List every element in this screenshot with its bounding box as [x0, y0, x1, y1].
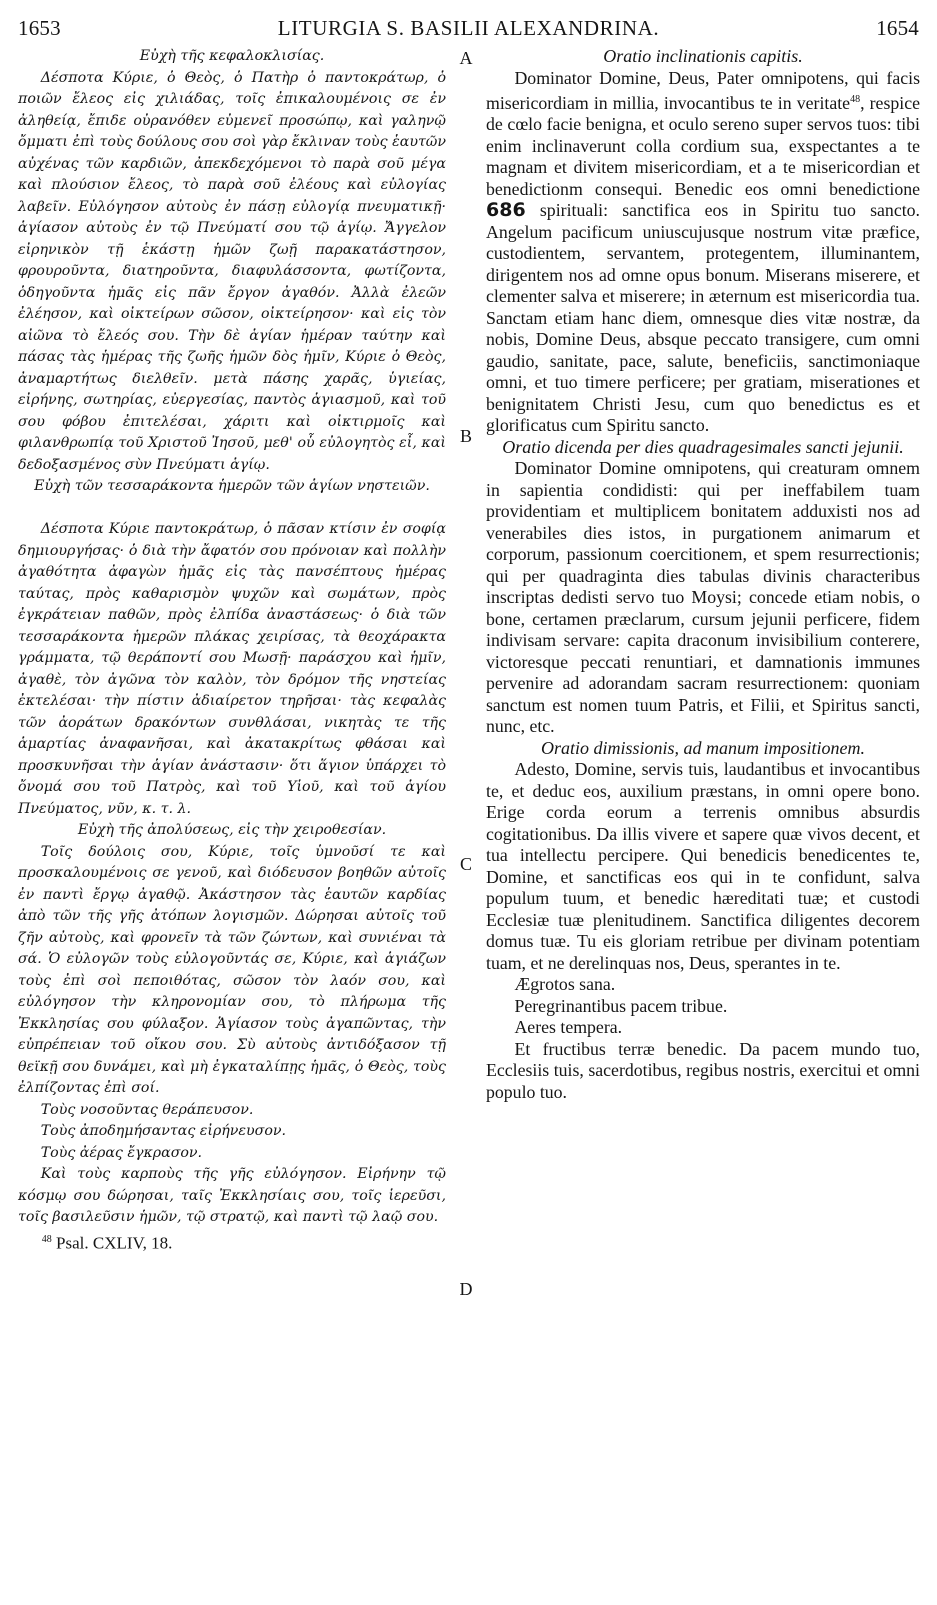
latin-paragraph-3: Adesto, Domine, servis tuis, laudantibus et invocantibus te, et deduc eos, auxilium præstans, in omni opere bono. Erige corda eorum a terrenis omnibus absurdis cogitationibus. Da illis vivere et sapere quæ vivos decent, et tua intellectu percipere. Qui benedicis benedicentes te, Domine, et sanctificas eos qui in te confidunt, salva populum tuum, et benedic hæreditati tuæ; et custodi Ecclesiæ tuæ plenitudinem. Sanctifica diligentes decorem domus tuæ. Tu eis gloriam retribue per divinam potentiam tuam, et ne derelinquas nos, Deus, sperantes in te.	[486, 759, 920, 973]
latin-heading-3: Oratio dimissionis, ad manum impositionem.	[540, 737, 866, 758]
page-number-left: 1653	[18, 16, 61, 40]
latin-paragraph-1-part-c: spirituali: sanctifica eos in Spiritu tuo sancto. Angelum pacificum uniuscujusque nostrum vitæ præfice, custodientem, servantem, protegentem, illuminantem, dirigentem nos ad omne opus bonum. Miserans miserere, et clementer salva et miserere; in æternum est misericordia tua. Sanctam etiam hanc diem, omnesque dies vitæ nostræ, da nobis, Domine Deus, absque peccato transigere, cum omni gaudio, sanitate, pace, salute, beneficiis, sanctimoniaque omni, et tuo timere perficere; per gratiam, miserationes et benignitatem Christi Jesu, cum quo benedictus es et glorificatus cum Spiritu sancto.	[486, 200, 920, 436]
margin-letter-c: C	[459, 854, 472, 874]
latin-line-2: Peregrinantibus pacem tribue.	[514, 995, 728, 1016]
margin-letter-b: B	[459, 426, 472, 446]
greek-column	[18, 46, 446, 1254]
margin-letter-d: D	[459, 1279, 473, 1299]
greek-heading-2: Εὐχὴ τῶν τεσσαράκοντα ἡμερῶν τῶν ἁγίων νηστειῶν.	[34, 478, 430, 494]
greek-line-2: Τοὺς ἀποδημήσαντας εἰρήνευσον.	[40, 1123, 287, 1139]
margin-letter-a: A	[459, 48, 473, 68]
latin-paragraph-1-part-a: Dominator Domine, Deus, Pater omnipotens, qui facis misericordiam in millia, invocantibus te in veritate	[486, 67, 920, 113]
footnote-reference: 48	[850, 94, 861, 105]
greek-line-1: Τοὺς νοσοῦντας θεράπευσον.	[40, 1101, 254, 1118]
column-number: 686	[486, 199, 526, 222]
latin-line-1: Ægrotos sana.	[514, 974, 616, 995]
latin-line-3: Aeres tempera.	[514, 1017, 623, 1038]
latin-heading-2: Oratio dicenda per dies quadragesimales sancti jejunii.	[502, 436, 904, 457]
greek-heading-3: Εὐχὴ τῆς ἀπολύσεως, εἰς τὴν χειροθεσίαν.	[77, 822, 387, 838]
greek-paragraph-2: Δέσποτα Κύριε παντοκράτωρ, ὁ πᾶσαν κτίσιν ἐν σοφίᾳ δημιουργήσας· ὁ διὰ τὴν ἄφατόν σου πρόνοιαν καὶ πολλὴν ἀγαθότητα ἀφαγὼν ἡμᾶς εἰς τὰς πανσέπτους ἡμέρας ταύτας, πρὸς καθαρισμὸν ψυχῶν καὶ σωμάτων, πρὸς ἐγκράτειαν παθῶν, πρὸς ἐλπίδα ἀναστάσεως· ὁ διὰ τῶν τεσσαράκοντα ἡμερῶν πλάκας χειρίσας, τὰ θεοχάρακτα γράμματα, τῷ θεράποντί σου Μωσῇ· παράσχου καὶ ἡμῖν, ἀγαθὲ, τὸν ἀγῶνα τὸν καλὸν, τὸν δρόμον τῆς νηστείας ἐκτελέσαι· τὴν πίστιν ἀδιαίρετον τηρῆσαι· τὰς κεφαλὰς τῶν ἀοράτων δρακόντων συνθλάσαι, νικητὰς τε τῆς ἁμαρτίας ἀναφανῆσαι, καὶ ἀκατακρίτως φθάσαι καὶ προσκυνῆσαι τὴν ἁγίαν ἀνάστασιν· ὅτι ἅγιον ὑπάρχει τὸ ὄνομά σου τοῦ Πατρὸς, καὶ τοῦ Υἱοῦ, καὶ τοῦ ἁγίου Πνεύματος, νῦν, κ. τ. λ.	[18, 521, 446, 817]
latin-paragraph-1	[486, 68, 920, 437]
greek-paragraph-4: Καὶ τοὺς καρποὺς τῆς γῆς εὐλόγησον. Εἰρήνην τῷ κόσμῳ σου δώρησαι, ταῖς Ἐκκλησίαις σου, τοῖς ἱερεῦσι, τοῖς βασιλεῦσιν ἡμῶν, τῷ στρατῷ, καὶ παντὶ τῷ λαῷ σου.	[18, 1166, 446, 1225]
greek-paragraph-1: Δέσποτα Κύριε, ὁ Θεὸς, ὁ Πατὴρ ὁ παντοκράτωρ, ὁ ποιῶν ἔλεος εἰς χιλιάδας, τοῖς ἐπικαλουμένοις σε ἐν ἀληθείᾳ, ἔπιδε οὐρανόθεν εὐμενεῖ προσώπῳ, καὶ γαληνῷ ὄμματι ἐπὶ τοὺς δούλους σου σοὶ γὰρ ἔκλιναν τοὺς ἑαυτῶν αὐχένας τῶν καρδιῶν, ἀπεκδεχόμενοι τὸ παρὰ σοῦ μέγα καὶ πλούσιον ἔλεος, τὸ παρὰ σοῦ ἐλέους καὶ εὐλογίας λαβεῖν. Εὐλόγησον αὐτοὺς ἐν πάσῃ εὐλογίᾳ πνευματικῇ· ἁγίασον αὐτοὺς ἐν τῷ Πνεύματί σου τῷ ἁγίῳ. Ἄγγελον εἰρηνικὸν τῇ ἑκάστῃ ἡμῶν ζωῇ παρακατάστησον, φρουροῦντα, διατηροῦντα, διαφυλάσσοντα, φωτίζοντα, ὁδηγοῦντα ἡμᾶς εἰς πᾶν ἔργον ἀγαθόν. Ἀλλὰ ἐλεῶν ἐλέησον, καὶ οἰκτείρων σῶσον, οἰκτείρησον· καὶ εἰς τὸν αἰῶνα τὸ ἔλεός σου. Τὴν δὲ ἁγίαν ἡμέραν ταύτην καὶ πάσας τὰς ἡμέρας τῆς ζωῆς ἡμῶν δὸς ἡμῖν, Κύριε ὁ Θεὸς, ἀναμαρτήτως διελθεῖν. μετὰ πάσης χαρᾶς, ὑγιείας, εἰρήνης, σωτηρίας, εὐεργεσίας, παντὸς ἁγιασμοῦ, καὶ τοῦ σου φόβου ἐπιτελέσαι, χάριτι καὶ οἰκτιρμοῖς καὶ φιλανθρωπίᾳ τοῦ Χριστοῦ Ἰησοῦ, μεθ' οὗ εὐλογητὸς εἶ, καὶ δεδοξασμένος σὺν Πνεύματι ἁγίῳ.	[18, 69, 447, 473]
latin-heading-1: Oratio inclinationis capitis.	[603, 46, 803, 66]
latin-paragraph-4: Et fructibus terræ benedic. Da pacem mundo tuo, Ecclesiis tuis, sacerdotibus, regibus nostris, exercitui et omni populo tuo.	[486, 1038, 920, 1102]
latin-paragraph-1-part-b: , respice de cœlo facie benigna, et oculo sereno super servos tuos: tibi enim inclinaverunt colla cordium sua, exspectantes a te magnam et divitem misericordiam, et a te misericordian et benedictionm consequi. Benedic eos omni benedictione	[486, 92, 920, 199]
running-header	[0, 16, 937, 44]
footnote	[18, 1229, 446, 1254]
latin-paragraph-2: Dominator Domine omnipotens, qui creaturam omnem in sapientia condidisti: qui per ineffabilem tuam providentiam et multiplicem bonitatem adduxisti nos ad venerabiles dies istos, in purgationem animarum et corporum, passionum coercitionem, et spem resurrectionis; qui per quadraginta dies tabulas divinis characteribus inscriptas dedisti servo tuo Moysi; concede etiam nobis, o bone, certamen præclarum, cursum jejunii perficere, fidem indivisam servare: capita draconum invisibilium conterere, victoresque peccati renuntiari, et damnationis immunes pervenire ad adorandam sacram resurrectionem: quoniam sanctum est nomen tuum Patris, et Filii, et Spiritus sancti, nunc, etc.	[486, 458, 920, 737]
greek-spacer	[18, 498, 446, 520]
running-title: LITURGIA S. BASILII ALEXANDRINA.	[277, 16, 660, 40]
page-number-right: 1654	[876, 16, 919, 40]
greek-line-3: Τοὺς ἀέρας ἔγκρασον.	[40, 1144, 203, 1161]
greek-heading-1: Εὐχὴ τῆς κεφαλοκλισίας.	[139, 48, 325, 64]
footnote-text: Psal. CXLIV, 18.	[56, 1233, 173, 1253]
latin-column	[486, 46, 920, 1103]
greek-paragraph-3: Τοῖς δούλοις σου, Κύριε, τοῖς ὑμνοῦσί τε καὶ προσκαλουμένοις σε γενοῦ, καὶ διόδευσον βοηθῶν αὐτοῖς ἐν παντὶ ἔργῳ ἀγαθῷ. Ἀκάστησον τὰς ἑαυτῶν καρδίας ἀπὸ τῶν τῆς γῆς ἀτόπων λογισμῶν. Δώρησαι αὐτοῖς τοῦ ζῆν αὐτοὺς, καὶ φρονεῖν τὰ τῶν ζώντων, καὶ συνιέναι τὰ σά. Ὁ εὐλογῶν τοὺς εὐλογοῦντάς σε, Κύριε, καὶ ἁγιάζων τοὺς ἐπὶ σοὶ πεποιθότας, σῶσον τὸν λαόν σου, καὶ εὐλόγησον τὴν κληρονομίαν σου, τὸ πλήρωμα τῆς Ἐκκλησίας σου φύλαξον. Ἁγίασον τοὺς ἀγαπῶντας, τὴν εὐπρέπειαν τοῦ οἴκου σου. Σὺ αὐτοὺς ἀντιδόξασον τῇ θεϊκῇ σου δυνάμει, καὶ μὴ ἐγκαταλίπῃς ἡμᾶς, ὁ Θεὸς, τοὺς ἐλπίζοντας ἐπὶ σοί.	[18, 843, 446, 1096]
footnote-number: 48	[41, 1233, 52, 1245]
